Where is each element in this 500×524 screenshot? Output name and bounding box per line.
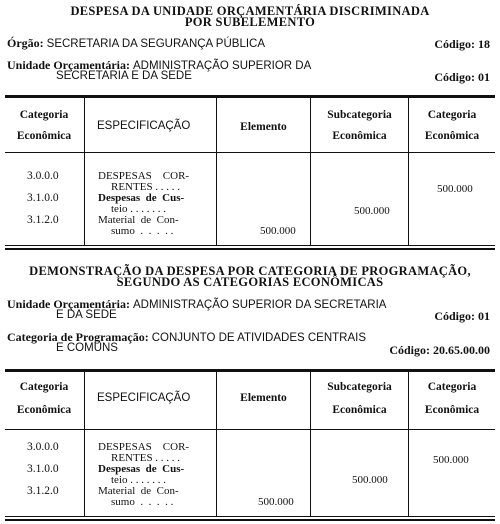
- table2-top-rule: [5, 369, 495, 372]
- programacao-codigo: Código: 20.65.00.00: [389, 343, 490, 357]
- table2-spec-line: Despesas de Cus-: [98, 463, 185, 475]
- table2-elemento-value: 500.000: [258, 496, 294, 508]
- table2-bottom-rule1: [5, 516, 495, 517]
- table1-header-rule: [5, 152, 495, 153]
- table2-header-categoria-sub: Econômica: [16, 404, 72, 416]
- table1-subcategoria-value: 500.000: [354, 205, 390, 217]
- table1-header-categoria2-sub: Econômica: [424, 130, 480, 142]
- section2-title-line1: DEMONSTRAÇÃO DA DESPESA POR CATEGORIA DE PROGRAMAÇÃO,: [29, 264, 471, 278]
- orgao-value: SECRETARIA DA SEGURANÇA PÚBLICA: [46, 38, 266, 50]
- table1-bottom-rule2: [5, 248, 495, 250]
- table2-code: 3.1.2.0: [27, 485, 59, 497]
- table2-header-categoria2-sub: Econômica: [424, 404, 480, 416]
- table1-spec-line: Despesas de Cus-: [98, 192, 185, 204]
- table1-code: 3.0.0.0: [27, 170, 59, 182]
- orgao-codigo: Código: 18: [434, 37, 490, 51]
- table1-header-subcategoria: Subcategoria: [327, 109, 392, 121]
- programacao-label: Categoria de Programação:: [7, 330, 149, 344]
- table2-spec-line: RENTES . . . . .: [111, 452, 181, 464]
- table1-header-categoria-sub: Econômica: [16, 130, 72, 142]
- table1-elemento-value: 500.000: [260, 225, 296, 237]
- table1-header-subcategoria-sub: Econômica: [332, 130, 387, 142]
- table1-code: 3.1.2.0: [27, 214, 59, 226]
- table1-categoria-value: 500.000: [437, 183, 473, 195]
- table1-header-categoria2: Categoria: [427, 109, 477, 121]
- table1-code: 3.1.0.0: [27, 192, 59, 204]
- unidade1-value-line2: SECRETARIA E DA SEDE: [56, 70, 192, 82]
- table1-top-rule: [5, 95, 495, 98]
- table2-subcategoria-value: 500.000: [352, 474, 388, 486]
- table2-code: 3.1.0.0: [27, 463, 59, 475]
- table2-header-categoria: Categoria: [19, 381, 69, 393]
- table2-header-subcategoria: Subcategoria: [327, 381, 392, 393]
- table1-spec-line: sumo . . . . .: [111, 225, 174, 237]
- table1-header-elemento: Elemento: [240, 121, 287, 133]
- table2-header-especificacao: ESPECIFICAÇÃO: [97, 392, 191, 404]
- table1-header-especificacao: ESPECIFICAÇÃO: [97, 120, 191, 132]
- programacao-value-line2: E COMUNS: [56, 342, 118, 354]
- unidade1-label: Unidade Orçamentária:: [7, 58, 130, 72]
- section2-title-line2: SEGUNDO AS CATEGORIAS ECONÔMICAS: [116, 275, 384, 289]
- orgao-line: [7, 37, 265, 51]
- table2-categoria-value: 500.000: [433, 454, 469, 466]
- table2-header-subcategoria-sub: Econômica: [332, 404, 387, 416]
- table1-spec-line: RENTES . . . . .: [111, 181, 181, 193]
- table2-header-elemento: Elemento: [240, 392, 287, 404]
- unidade2-codigo: Código: 01: [434, 309, 490, 323]
- table2-header-rule: [5, 429, 495, 430]
- table2-spec-line: Material de Con-: [98, 485, 179, 497]
- unidade2-value-line1: ADMINISTRAÇÃO SUPERIOR DA SECRETARIA: [132, 299, 387, 311]
- table1-spec-line: DESPESAS COR-: [98, 170, 190, 182]
- unidade1-value-line1: ADMINISTRAÇÃO SUPERIOR DA: [132, 60, 312, 72]
- table2-spec-line: teio . . . . . . .: [111, 474, 166, 486]
- unidade1-codigo: Código: 01: [434, 70, 490, 84]
- unidade2-value-line2: E DA SEDE: [56, 309, 117, 321]
- programacao-value-line1: CONJUNTO DE ATIVIDADES CENTRAIS: [151, 332, 367, 344]
- table2-bottom-rule2: [5, 519, 495, 521]
- section1-title-line2: POR SUBELEMENTO: [184, 15, 316, 29]
- table2-spec-line: DESPESAS COR-: [98, 441, 190, 453]
- table2-header-categoria2: Categoria: [427, 381, 477, 393]
- orgao-label: Órgão:: [7, 36, 44, 50]
- table2-spec-line: sumo . . . . .: [111, 496, 174, 508]
- table1-header-categoria: Categoria: [19, 109, 69, 121]
- unidade2-label: Unidade Orçamentária:: [7, 297, 130, 311]
- table2-col-divider: [84, 372, 85, 517]
- table1-spec-line: teio . . . . . . .: [111, 203, 166, 215]
- table1-col-divider: [84, 98, 85, 246]
- table1-bottom-rule1: [5, 245, 495, 246]
- table2-code: 3.0.0.0: [27, 441, 59, 453]
- section1-title-line1: DESPESA DA UNIDADE ORÇAMENTÁRIA DISCRIMINADA: [70, 4, 430, 18]
- table1-spec-line: Material de Con-: [98, 214, 179, 226]
